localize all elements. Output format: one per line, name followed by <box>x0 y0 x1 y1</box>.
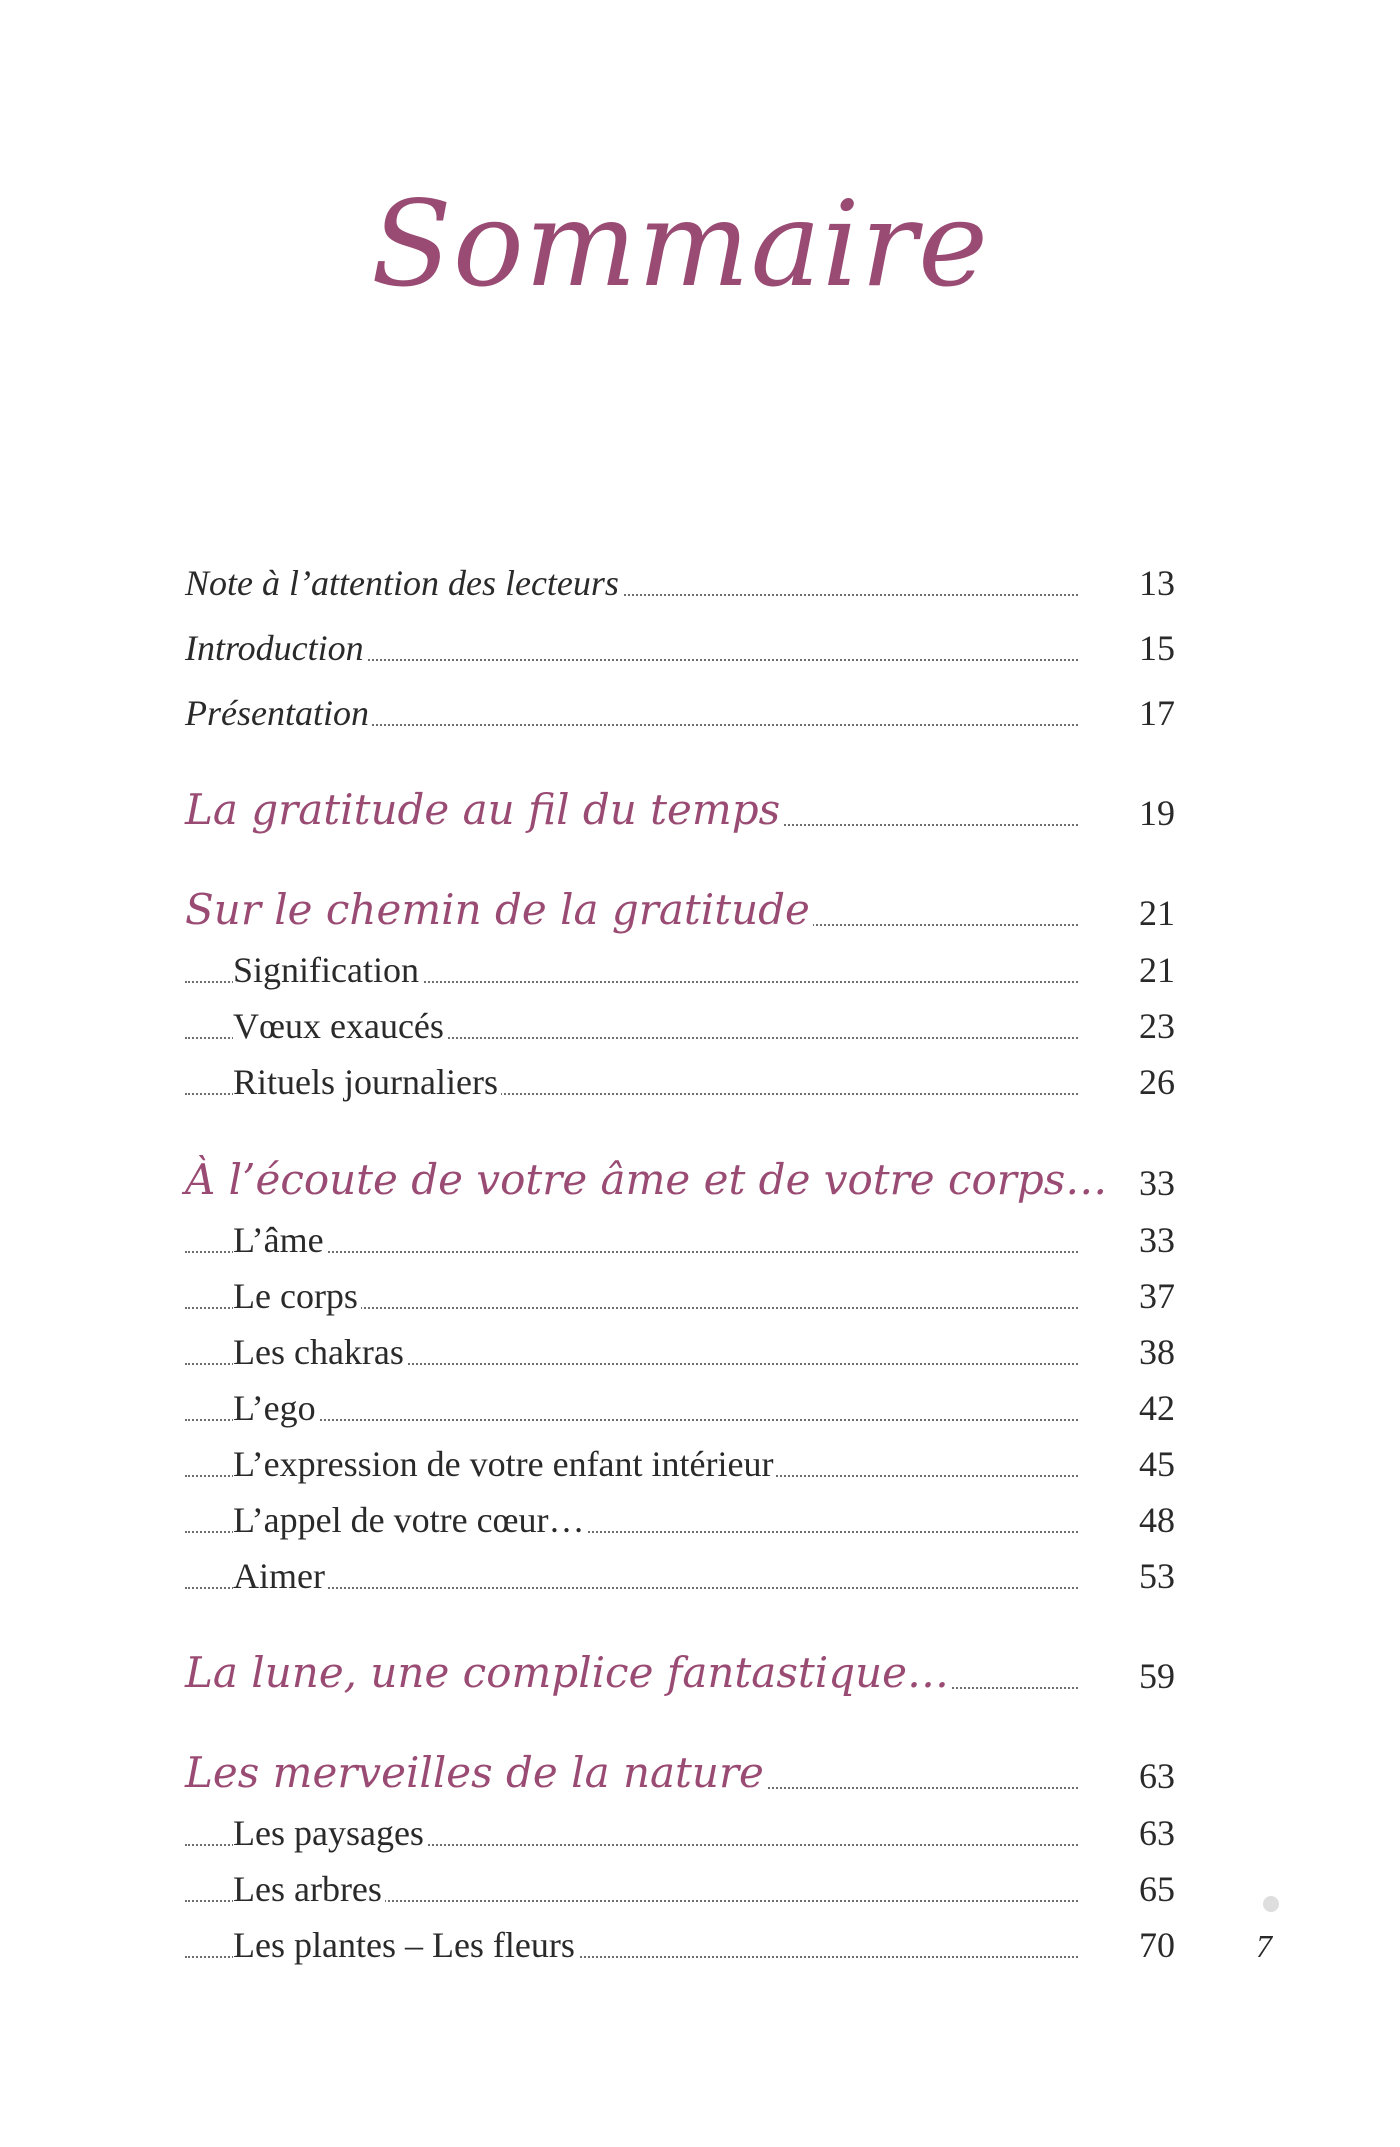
toc-entry-label: Aimer <box>233 1555 328 1597</box>
toc-entry-label: L’expression de votre enfant intérieur <box>233 1443 776 1485</box>
toc-chapter-label: La lune, une complice fantastique… <box>185 1648 952 1697</box>
toc-entry-ame[interactable] <box>185 1217 1175 1267</box>
toc-entry-label: Les plantes – Les fleurs <box>233 1924 578 1966</box>
toc-entry-label: Les arbres <box>233 1868 385 1910</box>
toc-entry-label: Les chakras <box>233 1331 407 1373</box>
toc-entry-plantes-fleurs[interactable] <box>185 1922 1175 1972</box>
toc-chapter-gratitude-fil-du-temps[interactable] <box>185 785 1175 840</box>
toc-entry-appel-coeur[interactable] <box>185 1497 1175 1547</box>
toc-entry-rituels-journaliers[interactable] <box>185 1059 1175 1109</box>
toc-entry-label: Rituels journaliers <box>233 1061 501 1103</box>
toc-page-number: 42 <box>1139 1388 1175 1428</box>
toc-page-number: 45 <box>1139 1444 1175 1484</box>
toc-chapter-label: La gratitude au fil du temps <box>185 785 783 834</box>
toc-chapter-ecoute-ame-corps[interactable] <box>185 1155 1175 1210</box>
toc-entry-label: Vœux exaucés <box>233 1005 447 1047</box>
toc-entry-note[interactable] <box>185 560 1175 610</box>
toc-page-number: 33 <box>1139 1163 1175 1203</box>
page-title: Sommaire <box>371 175 989 313</box>
toc-entry-arbres[interactable] <box>185 1866 1175 1916</box>
toc-entry-enfant-interieur[interactable] <box>185 1441 1175 1491</box>
toc-page-number: 59 <box>1139 1656 1175 1696</box>
toc-page-number: 48 <box>1139 1500 1175 1540</box>
toc-entry-label: Les paysages <box>233 1812 427 1854</box>
toc-entry-paysages[interactable] <box>185 1810 1175 1860</box>
toc-chapter-merveilles-nature[interactable] <box>185 1748 1175 1803</box>
dot-leader <box>185 1419 1078 1421</box>
toc-entry-ego[interactable] <box>185 1385 1175 1435</box>
toc-entry-label: L’appel de votre cœur… <box>233 1499 588 1541</box>
toc-chapter-label: Sur le chemin de la gratitude <box>185 885 813 934</box>
toc-page-number: 65 <box>1139 1869 1175 1909</box>
toc-page-number: 70 <box>1139 1925 1175 1965</box>
toc-entry-voeux-exauces[interactable] <box>185 1003 1175 1053</box>
toc-page-number: 21 <box>1139 950 1175 990</box>
toc-entry-label: Introduction <box>185 627 367 669</box>
toc-page-number: 17 <box>1139 693 1175 733</box>
toc-entry-corps[interactable] <box>185 1273 1175 1323</box>
toc-entry-signification[interactable] <box>185 947 1175 997</box>
toc-page-number: 33 <box>1139 1220 1175 1260</box>
toc-page-number: 53 <box>1139 1556 1175 1596</box>
toc-entry-label: Le corps <box>233 1275 361 1317</box>
folio-dot-ornament <box>1263 1896 1279 1912</box>
toc-page-number: 21 <box>1139 893 1175 933</box>
toc-chapter-chemin-gratitude[interactable] <box>185 885 1175 940</box>
toc-entry-label: L’âme <box>233 1219 327 1261</box>
folio-page-number: 7 <box>1256 1928 1272 1964</box>
toc-entry-chakras[interactable] <box>185 1329 1175 1379</box>
toc-entry-label: Signification <box>233 949 422 991</box>
toc-page-number: 26 <box>1139 1062 1175 1102</box>
toc-entry-label: Note à l’attention des lecteurs <box>185 562 622 604</box>
toc-page-number: 63 <box>1139 1756 1175 1796</box>
toc-entry-presentation[interactable] <box>185 690 1175 740</box>
toc-entry-label: L’ego <box>233 1387 319 1429</box>
toc-entry-aimer[interactable] <box>185 1553 1175 1603</box>
toc-chapter-label: À l’écoute de votre âme et de votre corps… <box>185 1155 1110 1204</box>
toc-chapter-lune[interactable] <box>185 1648 1175 1703</box>
toc-page-number: 13 <box>1139 563 1175 603</box>
toc-page-number: 37 <box>1139 1276 1175 1316</box>
toc-page-number: 63 <box>1139 1813 1175 1853</box>
toc-page-number: 15 <box>1139 628 1175 668</box>
toc-page-number: 19 <box>1139 793 1175 833</box>
toc-page-number: 23 <box>1139 1006 1175 1046</box>
toc-entry-label: Présentation <box>185 692 372 734</box>
toc-entry-introduction[interactable] <box>185 625 1175 675</box>
toc-page-number: 38 <box>1139 1332 1175 1372</box>
toc-chapter-label: Les merveilles de la nature <box>185 1748 767 1797</box>
